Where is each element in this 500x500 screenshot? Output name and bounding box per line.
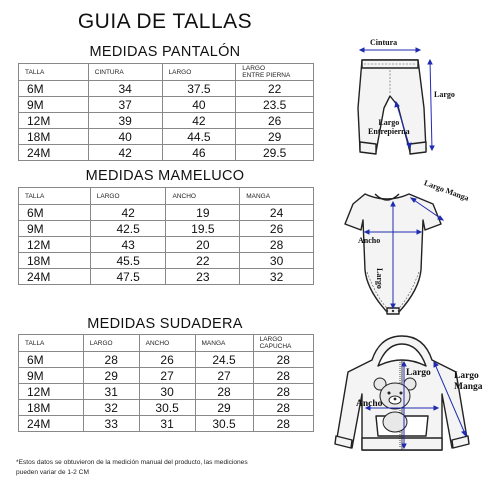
label-line: Largo bbox=[378, 118, 400, 127]
value-cell: 27 bbox=[195, 368, 253, 384]
label-line: Largo bbox=[454, 371, 479, 381]
page-title: GUIA DE TALLAS bbox=[77, 10, 253, 33]
pants-size-table bbox=[18, 63, 314, 161]
table-header-row bbox=[19, 188, 314, 205]
table-header-row bbox=[19, 335, 314, 352]
size-cell: 9M bbox=[19, 221, 91, 237]
value-cell: 43 bbox=[90, 237, 166, 253]
value-cell: 45.5 bbox=[90, 253, 166, 269]
header-cell: TALLA bbox=[19, 188, 91, 205]
pants-diagram bbox=[340, 38, 465, 168]
hoodie-sleeve-label bbox=[454, 371, 483, 393]
value-cell: 42 bbox=[90, 205, 166, 221]
value-cell: 27 bbox=[139, 368, 195, 384]
table-row bbox=[19, 81, 314, 97]
value-cell: 26 bbox=[240, 221, 314, 237]
size-cell: 18M bbox=[19, 400, 84, 416]
value-cell: 44.5 bbox=[162, 129, 236, 145]
bodysuit-size-table bbox=[18, 187, 314, 285]
size-cell: 9M bbox=[19, 368, 84, 384]
hoodie-section-title: MEDIDAS SUDADERA bbox=[87, 316, 243, 332]
size-cell: 24M bbox=[19, 416, 84, 432]
value-cell: 46 bbox=[162, 145, 236, 161]
size-cell: 9M bbox=[19, 97, 89, 113]
value-cell: 31 bbox=[83, 384, 139, 400]
value-cell: 28 bbox=[195, 384, 253, 400]
header-cell: CINTURA bbox=[88, 64, 162, 81]
value-cell: 24 bbox=[240, 205, 314, 221]
value-cell: 37.5 bbox=[162, 81, 236, 97]
pants-length-label: Largo bbox=[434, 90, 455, 99]
table-row bbox=[19, 368, 314, 384]
value-cell: 29 bbox=[195, 400, 253, 416]
header-line: LARGO bbox=[242, 65, 266, 72]
value-cell: 29 bbox=[236, 129, 314, 145]
header-cell: TALLA bbox=[19, 64, 89, 81]
header-cell: LARGO bbox=[162, 64, 236, 81]
value-cell: 23.5 bbox=[236, 97, 314, 113]
header-cell: TALLA bbox=[19, 335, 84, 352]
size-cell: 12M bbox=[19, 384, 84, 400]
value-cell: 24.5 bbox=[195, 352, 253, 368]
value-cell: 28 bbox=[83, 352, 139, 368]
value-cell: 28 bbox=[240, 237, 314, 253]
value-cell: 20 bbox=[166, 237, 240, 253]
table-row bbox=[19, 384, 314, 400]
measurement-note bbox=[16, 458, 316, 478]
table-header-row bbox=[19, 64, 314, 81]
note-line: *Estos datos se obtuvieron de la medición manual del producto, las mediciones bbox=[16, 459, 248, 466]
header-cell: ANCHO bbox=[139, 335, 195, 352]
value-cell: 42.5 bbox=[90, 221, 166, 237]
value-cell: 33 bbox=[83, 416, 139, 432]
header-line: LARGO bbox=[259, 336, 283, 343]
size-cell: 6M bbox=[19, 352, 84, 368]
value-cell: 30.5 bbox=[195, 416, 253, 432]
value-cell: 22 bbox=[236, 81, 314, 97]
value-cell: 19.5 bbox=[166, 221, 240, 237]
value-cell: 28 bbox=[253, 416, 313, 432]
value-cell: 29.5 bbox=[236, 145, 314, 161]
table-row bbox=[19, 253, 314, 269]
header-cell: LARGO bbox=[83, 335, 139, 352]
value-cell: 47.5 bbox=[90, 269, 166, 285]
value-cell: 26 bbox=[139, 352, 195, 368]
header-line: ENTRE PIERNA bbox=[242, 72, 291, 79]
header-cell: MANGA bbox=[195, 335, 253, 352]
size-cell: 12M bbox=[19, 237, 91, 253]
value-cell: 26 bbox=[236, 113, 314, 129]
size-cell: 6M bbox=[19, 81, 89, 97]
table-row bbox=[19, 97, 314, 113]
header-cell bbox=[253, 335, 313, 352]
size-cell: 24M bbox=[19, 145, 89, 161]
value-cell: 32 bbox=[83, 400, 139, 416]
size-cell: 24M bbox=[19, 269, 91, 285]
value-cell: 30 bbox=[139, 384, 195, 400]
value-cell: 19 bbox=[166, 205, 240, 221]
table-row bbox=[19, 205, 314, 221]
header-cell: LARGO bbox=[90, 188, 166, 205]
value-cell: 28 bbox=[253, 368, 313, 384]
hoodie-diagram bbox=[330, 332, 495, 460]
table-row bbox=[19, 129, 314, 145]
pants-section-title: MEDIDAS PANTALÓN bbox=[89, 44, 241, 60]
note-line: pueden variar de 1-2 CM bbox=[16, 469, 89, 476]
size-cell: 12M bbox=[19, 113, 89, 129]
value-cell: 28 bbox=[253, 400, 313, 416]
value-cell: 32 bbox=[240, 269, 314, 285]
value-cell: 40 bbox=[162, 97, 236, 113]
size-cell: 6M bbox=[19, 205, 91, 221]
table-row bbox=[19, 113, 314, 129]
bodysuit-diagram bbox=[325, 180, 475, 330]
hoodie-length-label: Largo bbox=[406, 368, 431, 378]
size-cell: 18M bbox=[19, 253, 91, 269]
table-row bbox=[19, 352, 314, 368]
value-cell: 23 bbox=[166, 269, 240, 285]
header-line: CAPUCHA bbox=[259, 343, 292, 350]
table-row bbox=[19, 416, 314, 432]
value-cell: 30 bbox=[240, 253, 314, 269]
value-cell: 30.5 bbox=[139, 400, 195, 416]
header-cell: MANGA bbox=[240, 188, 314, 205]
value-cell: 34 bbox=[88, 81, 162, 97]
hoodie-width-label: Ancho bbox=[356, 399, 383, 409]
bodysuit-width-label: Ancho bbox=[358, 236, 381, 245]
value-cell: 22 bbox=[166, 253, 240, 269]
table-row bbox=[19, 269, 314, 285]
pants-inseam-label bbox=[368, 118, 410, 136]
value-cell: 29 bbox=[83, 368, 139, 384]
header-cell bbox=[236, 64, 314, 81]
table-row bbox=[19, 145, 314, 161]
bodysuit-sleeve-label: Largo Manga bbox=[422, 178, 471, 203]
value-cell: 28 bbox=[253, 352, 313, 368]
table-row bbox=[19, 237, 314, 253]
table-row bbox=[19, 221, 314, 237]
value-cell: 42 bbox=[88, 145, 162, 161]
value-cell: 42 bbox=[162, 113, 236, 129]
value-cell: 37 bbox=[88, 97, 162, 113]
size-cell: 18M bbox=[19, 129, 89, 145]
pants-waist-label: Cintura bbox=[370, 38, 398, 47]
bodysuit-section-title: MEDIDAS MAMELUCO bbox=[85, 168, 245, 184]
header-cell: ANCHO bbox=[166, 188, 240, 205]
value-cell: 28 bbox=[253, 384, 313, 400]
label-line: Manga bbox=[454, 382, 483, 392]
value-cell: 31 bbox=[139, 416, 195, 432]
value-cell: 39 bbox=[88, 113, 162, 129]
table-row bbox=[19, 400, 314, 416]
value-cell: 40 bbox=[88, 129, 162, 145]
hoodie-size-table bbox=[18, 334, 314, 432]
label-line: Entrepierna bbox=[368, 127, 410, 136]
bodysuit-length-label: Largo bbox=[375, 268, 384, 289]
